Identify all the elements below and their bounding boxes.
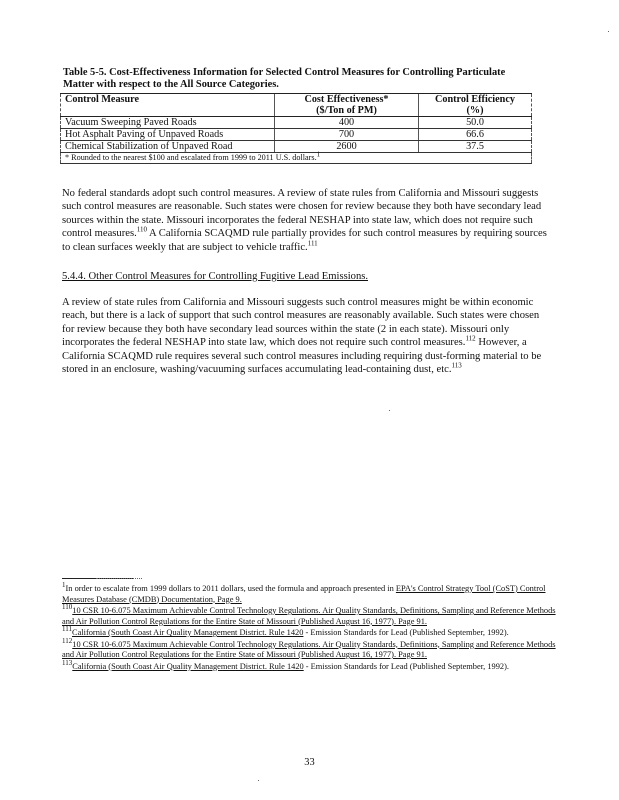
footnote-separator-dotted [96,578,142,579]
footnote: $^{113}$California (South Coast Air Quality Management District. Rule 1420 - Emission Standards for Lead (Published September, 1992). [62,658,509,671]
cell-efficiency: 37.5 [419,141,532,153]
cell-measure: Hot Asphalt Paving of Unpaved Roads [61,129,275,141]
footnote-link[interactable]: California (South Coast Air Quality Management District. Rule 1420 [71,628,304,637]
footnote-link[interactable]: 10 CSR 10-6.075 Maximum Achievable Control Technology Regulations. Air Quality Standards, Definitions, Sampling and Reference Methods and Air Pollution Control Regulations for the Entire State of Missouri (Published August 16, 1977). Page 91. [62,639,556,659]
table-note-row [61,153,532,164]
table-header-row [61,94,532,117]
table-row [61,141,532,153]
cell-cost: 2600 [275,141,419,153]
footnote-ref[interactable]: 112 [465,334,476,343]
header-control-measure: Control Measure [61,94,275,117]
table-note-ref: 1 [316,150,321,159]
cost-effectiveness-table [60,93,532,164]
cell-measure: Chemical Stabilization of Unpaved Road [61,141,275,153]
header-control-efficiency: Control Efficiency (%) [419,94,532,117]
cell-efficiency: 50.0 [419,117,532,129]
footnote-link[interactable]: California (South Coast Air Quality Management District. Rule 1420 [72,661,304,671]
footnote: $^{112}$10 CSR 10-6.075 Maximum Achievable Control Technology Regulations. Air Quality Standards, Definitions, Sampling and Reference Methods and Air Pollution Control Regulations for the Entire State of Missouri (Published August 16, 1977). Page 91. [62,636,556,659]
table-row [61,117,532,129]
cell-efficiency: 66.6 [419,129,532,141]
footnote: $^{111}$California (South Coast Air Quality Management District. Rule 1420 - Emission Standards for Lead (Published September, 1992). [62,625,509,637]
section-heading: 5.4.4. Other Control Measures for Controlling Fugitive Lead Emissions. [62,271,369,282]
table-note: * Rounded to the nearest $100 and escalated from 1999 to 2011 U.S. dollars.$^1$ [61,153,532,164]
footnote-ref[interactable]: 113 [451,361,462,370]
paragraph-federal-standards: No federal standards adopt such control measures. A review of state rules from California and Missouri suggests such control measures are reasonable. Such states were chosen for review because they both have secondary lead sources within the state. Missouri incorporates the federal NESHAP into state law, which does not require such control measures.$^{110}$ A California SCAQMD rule partially provides for such control measures by requiring sources to clean surfaces weekly that are subject to vehicle traffic.$^{111}$ [62,188,547,253]
scan-speck [389,410,390,411]
footnote-ref[interactable]: 111 [307,239,318,248]
footnote: $^1$In order to escalate from 1999 dollars to 2011 dollars, used the formula and approach presented in EPA's Control Strategy Tool (CoST) Control Measures Database (CMDB) Documentation, Page 9. [62,581,546,604]
cell-cost: 400 [275,117,419,129]
scan-speck [258,780,259,781]
footnote: $^{110}$10 CSR 10-6.075 Maximum Achievable Control Technology Regulations. Air Quality Standards, Definitions, Sampling and Reference Methods and Air Pollution Control Regulations for the Entire State of Missouri (Published August 16, 1977). Page 91. [62,603,556,626]
scan-speck [608,31,609,32]
paragraph-state-rules: A review of state rules from California and Missouri suggests such control measures might be within economic reach, but there is a lack of support that such control measures are reasonably available. Such states were chosen for review because they both have secondary lead sources within the state (2 in each state). Missouri only incorporates the federal NESHAP into state law, which does not require such control measures.$^{112}$ However, a California SCAQMD rule requires several such control measures including requiring dust-forming material to be stored in an enclosure, washing/vacuuming surfaces accumulating lead-containing dust, etc.$^{113}$ [62,297,542,376]
footnote-link[interactable]: EPA's Control Strategy Tool (CoST) Control Measures Database (CMDB) Documentation, Page 9. [62,584,546,604]
cell-measure: Vacuum Sweeping Paved Roads [61,117,275,129]
page-number: 33 [304,757,315,768]
footnote-link[interactable]: 10 CSR 10-6.075 Maximum Achievable Control Technology Regulations. Air Quality Standards, Definitions, Sampling and Reference Methods and Air Pollution Control Regulations for the Entire State of Missouri (Published August 16, 1977). Page 91. [62,606,556,626]
cell-cost: 700 [275,129,419,141]
table-caption: Table 5-5. Cost-Effectiveness Information for Selected Control Measures for Controlling Particulate Matter with respect to the All Source Categories. [63,67,506,90]
header-cost-effectiveness: Cost Effectiveness* ($/Ton of PM) [275,94,419,117]
footnote-ref[interactable]: 110 [136,225,147,234]
footnotes [62,581,557,673]
table-row [61,129,532,141]
